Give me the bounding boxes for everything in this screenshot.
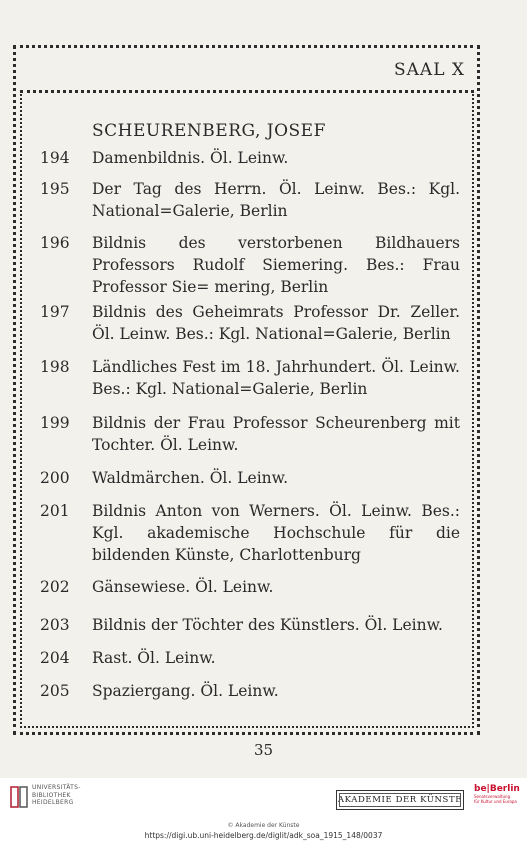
entry-text: Waldmärchen. Öl. Leinw.	[92, 469, 289, 487]
entry-number: 197	[40, 303, 70, 321]
room-heading: SAAL X	[394, 60, 465, 80]
entry-number: 194	[40, 149, 70, 167]
entry-text: Bildnis der Töchter des Künstlers. Öl. Leinw.	[92, 616, 443, 634]
berlin-senate-logo[interactable]: be|Berlin Senatsverwaltung für Kultur und Europa	[474, 784, 520, 804]
entry-number: 201	[40, 502, 70, 520]
catalog-entry	[40, 147, 460, 169]
catalog-entry	[40, 500, 460, 566]
entry-number: 195	[40, 180, 70, 198]
akademie-logo[interactable]	[336, 790, 464, 810]
entry-text: Gänsewiese. Öl. Leinw.	[92, 578, 274, 596]
entry-number: 198	[40, 358, 70, 376]
catalog-entry	[40, 301, 460, 345]
catalog-entry	[40, 467, 460, 489]
copyright-notice: © Akademie der Künste	[227, 822, 300, 829]
entry-text: Ländliches Fest im 18. Jahrhundert. Öl. Leinw. Bes.: Kgl. National=Galerie, Berlin	[92, 358, 460, 398]
entry-text: Bildnis des Geheimrats Professor Dr. Zeller. Öl. Leinw. Bes.: Kgl. National=Galerie, Berlin	[92, 303, 460, 343]
entry-text: Damenbildnis. Öl. Leinw.	[92, 149, 289, 167]
entry-text: Bildnis der Frau Professor Scheurenberg mit Tochter. Öl. Leinw.	[92, 414, 460, 454]
artist-name: SCHEURENBERG, JOSEF	[92, 121, 326, 141]
entry-text: Bildnis Anton von Werners. Öl. Leinw. Bes.: Kgl. akademische Hochschule für die bildenden Künste, Charlottenburg	[92, 502, 460, 564]
entry-text: Bildnis des verstorbenen Bildhauers Professors Rudolf Siemering. Bes.: Frau Professor Sie= mering, Berlin	[92, 234, 460, 296]
entry-number: 199	[40, 414, 70, 432]
entry-text: Der Tag des Herrn. Öl. Leinw. Bes.: Kgl. National=Galerie, Berlin	[92, 180, 460, 220]
university-library-logo-icon	[10, 784, 28, 810]
entry-number: 205	[40, 682, 70, 700]
entry-number: 203	[40, 616, 70, 634]
catalog-entry	[40, 356, 460, 400]
entry-text: Spaziergang. Öl. Leinw.	[92, 682, 279, 700]
university-library-name: UNIVERSITÄTS- BIBLIOTHEK HEIDELBERG	[32, 784, 81, 806]
catalog-entry	[40, 647, 460, 669]
viewer-footer	[0, 778, 527, 844]
akademie-logo-text: AKADEMIE DER KÜNSTE	[337, 795, 463, 805]
permalink-url[interactable]: https://digi.ub.uni-heidelberg.de/diglit/adk_soa_1915_148/0037	[144, 831, 383, 840]
catalog-entry	[40, 680, 460, 702]
entry-number: 202	[40, 578, 70, 596]
catalog-entry	[40, 178, 460, 222]
entry-number: 204	[40, 649, 70, 667]
catalog-entry	[40, 412, 460, 456]
entry-number: 200	[40, 469, 70, 487]
entry-text: Rast. Öl. Leinw.	[92, 649, 216, 667]
catalog-entry	[40, 614, 460, 636]
catalog-entry	[40, 232, 460, 298]
page-number: 35	[253, 741, 274, 759]
entry-number: 196	[40, 234, 70, 252]
catalog-entry	[40, 576, 460, 598]
